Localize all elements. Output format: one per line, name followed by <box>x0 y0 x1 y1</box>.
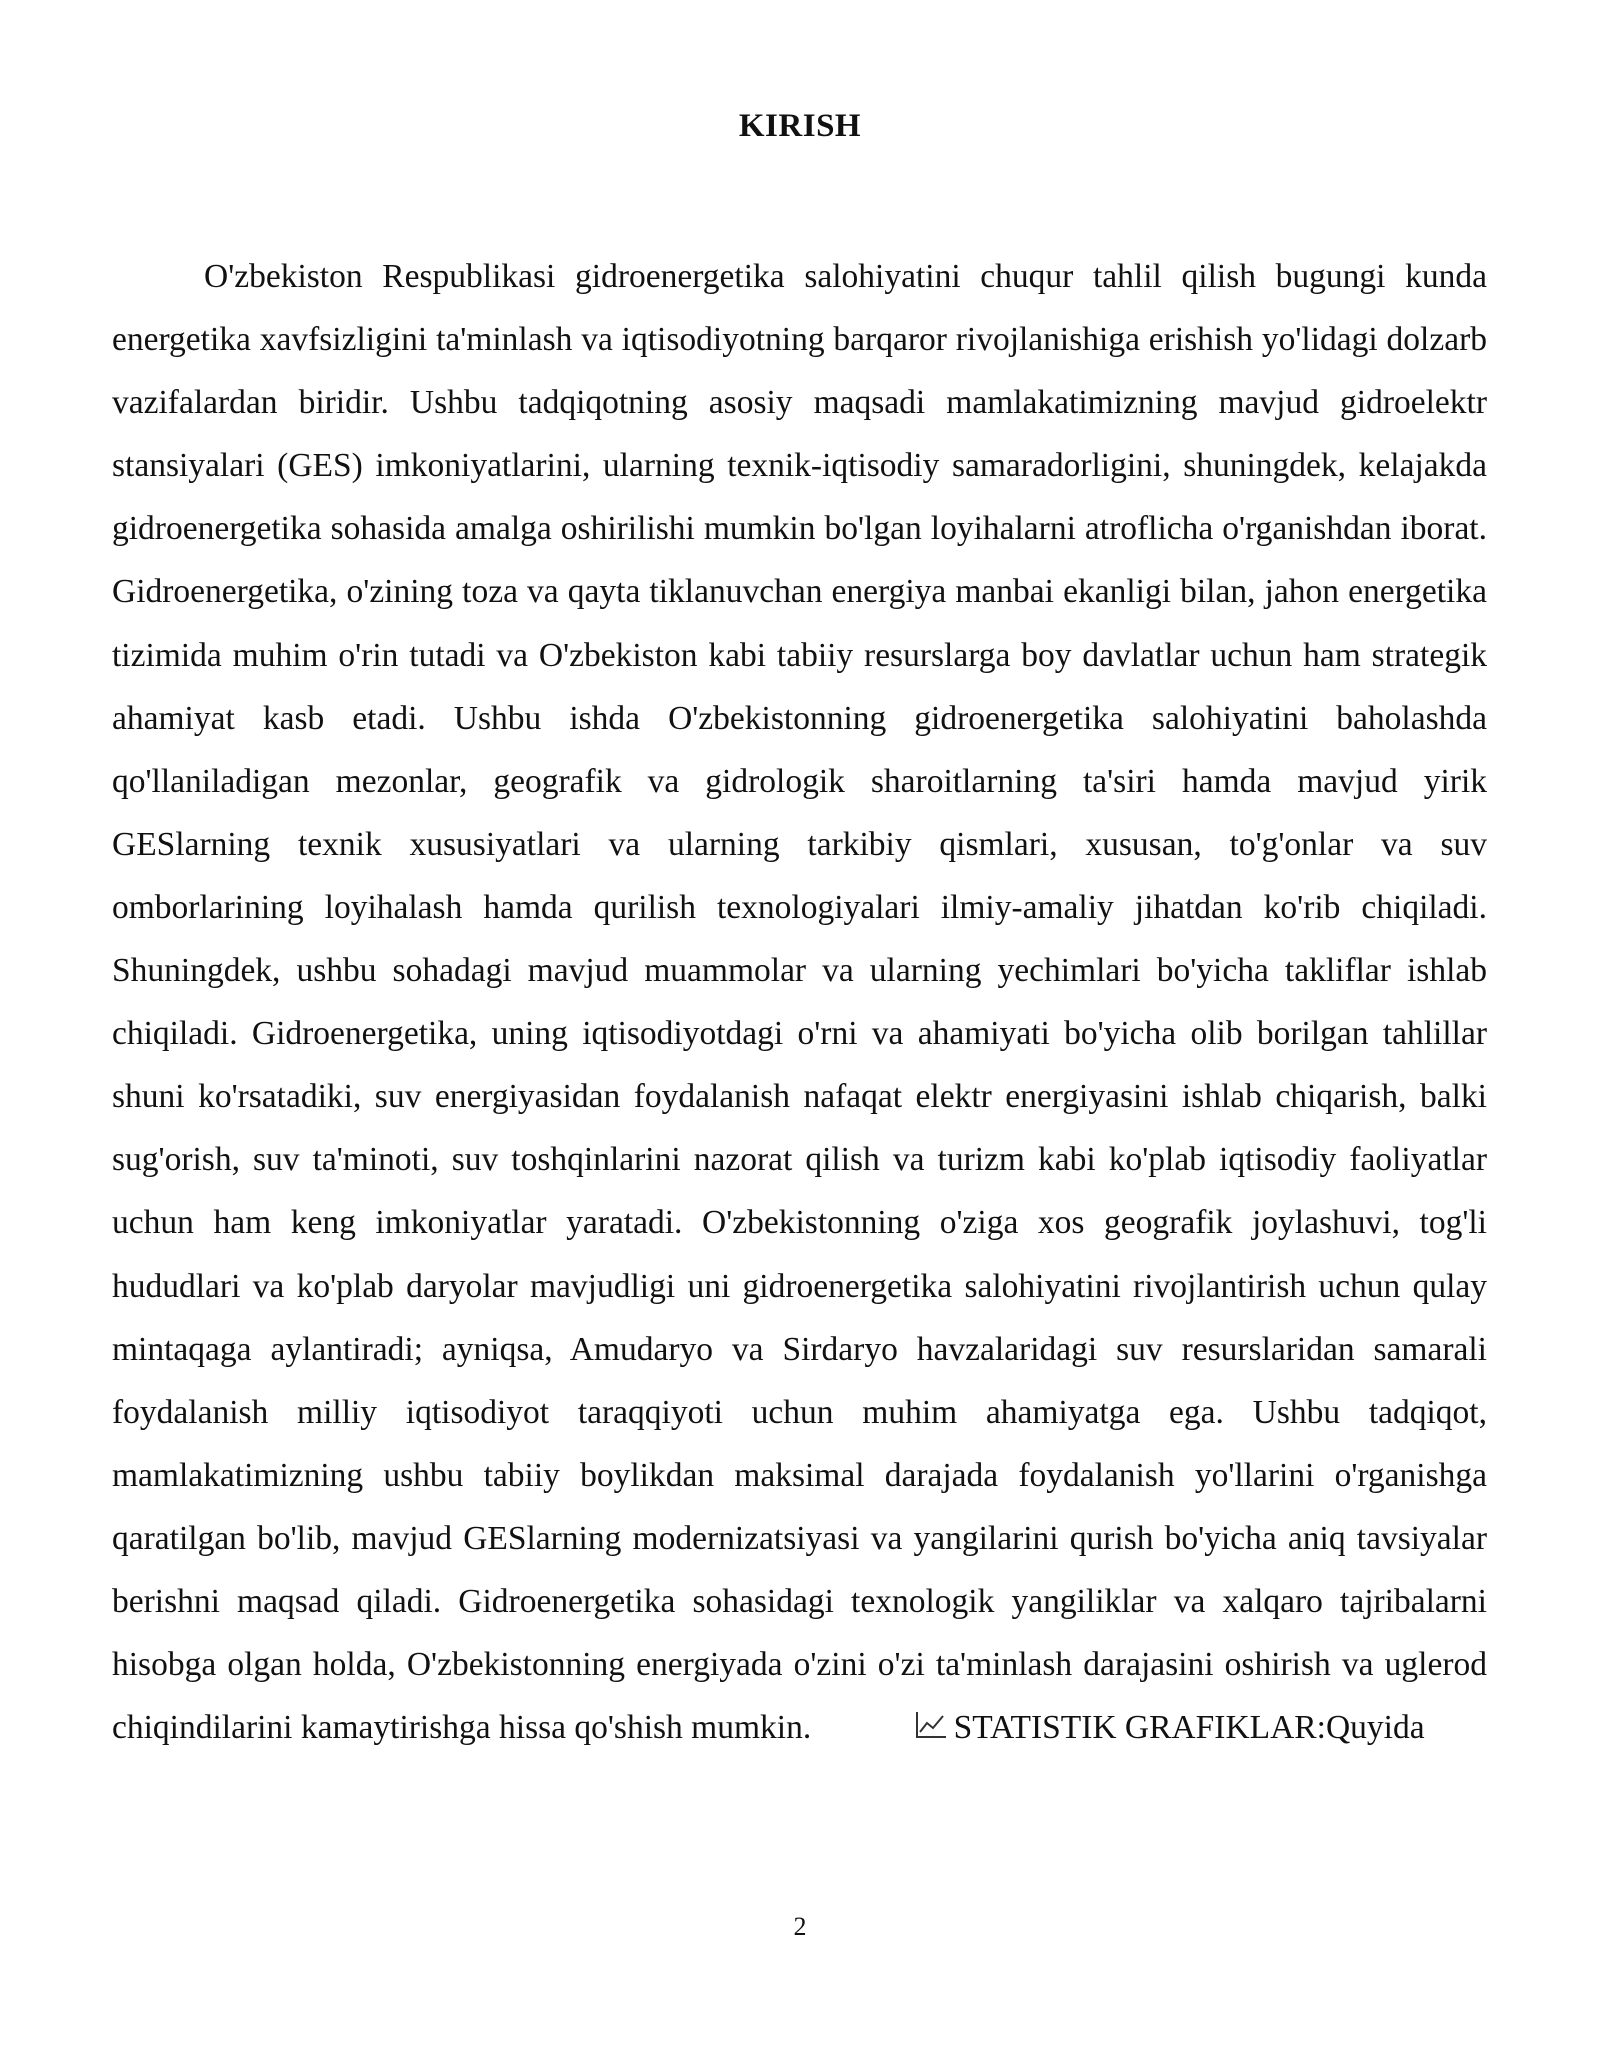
chart-increasing-icon <box>822 1698 948 1761</box>
page-title: KIRISH <box>738 108 862 144</box>
paragraph-text: O'zbekiston Respublikasi gidroenergetika salohiyatini chuqur tahlil qilish bugungi kunda energetika xavfsizligini ta'minlash va iqtisodiyotning barqaror rivojlanishiga erishish yo'lidagi dolzarb vazifalardan biridir. Ushbu tadqiqotning asosiy maqsadi mamlakatimizning mavjud gidroelektr stansiyalari (GES) imkoniyatlarini, ularning texnik-iqtisodiy samaradorligini, shuningdek, kelajakda gidroenergetika sohasida amalga oshirilishi mumkin bo'lgan loyihalarni atroflicha o'rganishdan iborat. Gidroenergetika, o'zining toza va qayta tiklanuvchan energiya manbai ekanligi bilan, jahon energetika tizimida muhim o'rin tutadi va O'zbekiston kabi tabiiy resurslarga boy davlatlar uchun ham strategik ahamiyat kasb etadi. Ushbu ishda O'zbekistonning gidroenergetika salohiyatini baholashda qo'llaniladigan mezonlar, geografik va gidrologik sharoitlarning ta'siri hamda mavjud yirik GESlarning texnik xususiyatlari va ularning tarkibiy qismlari, xususan, to'g'onlar va suv omborlarining loyihalash hamda qurilish texnologiyalari ilmiy-amaliy jihatdan ko'rib chiqiladi. Shuningdek, ushbu sohadagi mavjud muammolar va ularning yechimlari bo'yicha takliflar ishlab chiqiladi. Gidroenergetika, uning iqtisodiyotdagi o'rni va ahamiyati bo'yicha olib borilgan tahlillar shuni ko'rsatadiki, suv energiyasidan foydalanish nafaqat elektr energiyasini ishlab chiqarish, balki sug'orish, suv ta'minoti, suv toshqinlarini nazorat qilish va turizm kabi ko'plab iqtisodiy faoliyatlar uchun ham keng imkoniyatlar yaratadi. O'zbekistonning o'ziga xos geografik joylashuvi, tog'li hududlari va ko'plab daryolar mavjudligi uni gidroenergetika salohiyatini rivojlantirish uchun qulay mintaqaga aylantiradi; ayniqsa, Amudaryo va Sirdaryo havzalaridagi suv resurslaridan samarali foydalanish milliy iqtisodiyot taraqqiyoti uchun muhim ahamiyatga ega. Ushbu tadqiqot, mamlakatimizning ushbu tabiiy boylikdan maksimal darajada foydalanish yo'llarini o'rganishga qaratilgan bo'lib, mavjud GESlarning modernizatsiyasi va yangilarini qurish bo'yicha aniq tavsiyalar berishni maqsad qiladi. Gidroenergetika sohasidagi texnologik yangiliklar va xalqaro tajribalarni hisobga olgan holda, O'zbekistonning energiyada o'zini o'zi ta'minlash darajasini oshirish va uglerod chiqindilarini kamaytirishga hissa qo'shish mumkin. <box>112 258 1487 1747</box>
body-paragraph <box>112 245 1487 1761</box>
page-number: 2 <box>793 1912 807 1941</box>
trailing-text: STATISTIK GRAFIKLAR:Quyida <box>953 1709 1425 1747</box>
